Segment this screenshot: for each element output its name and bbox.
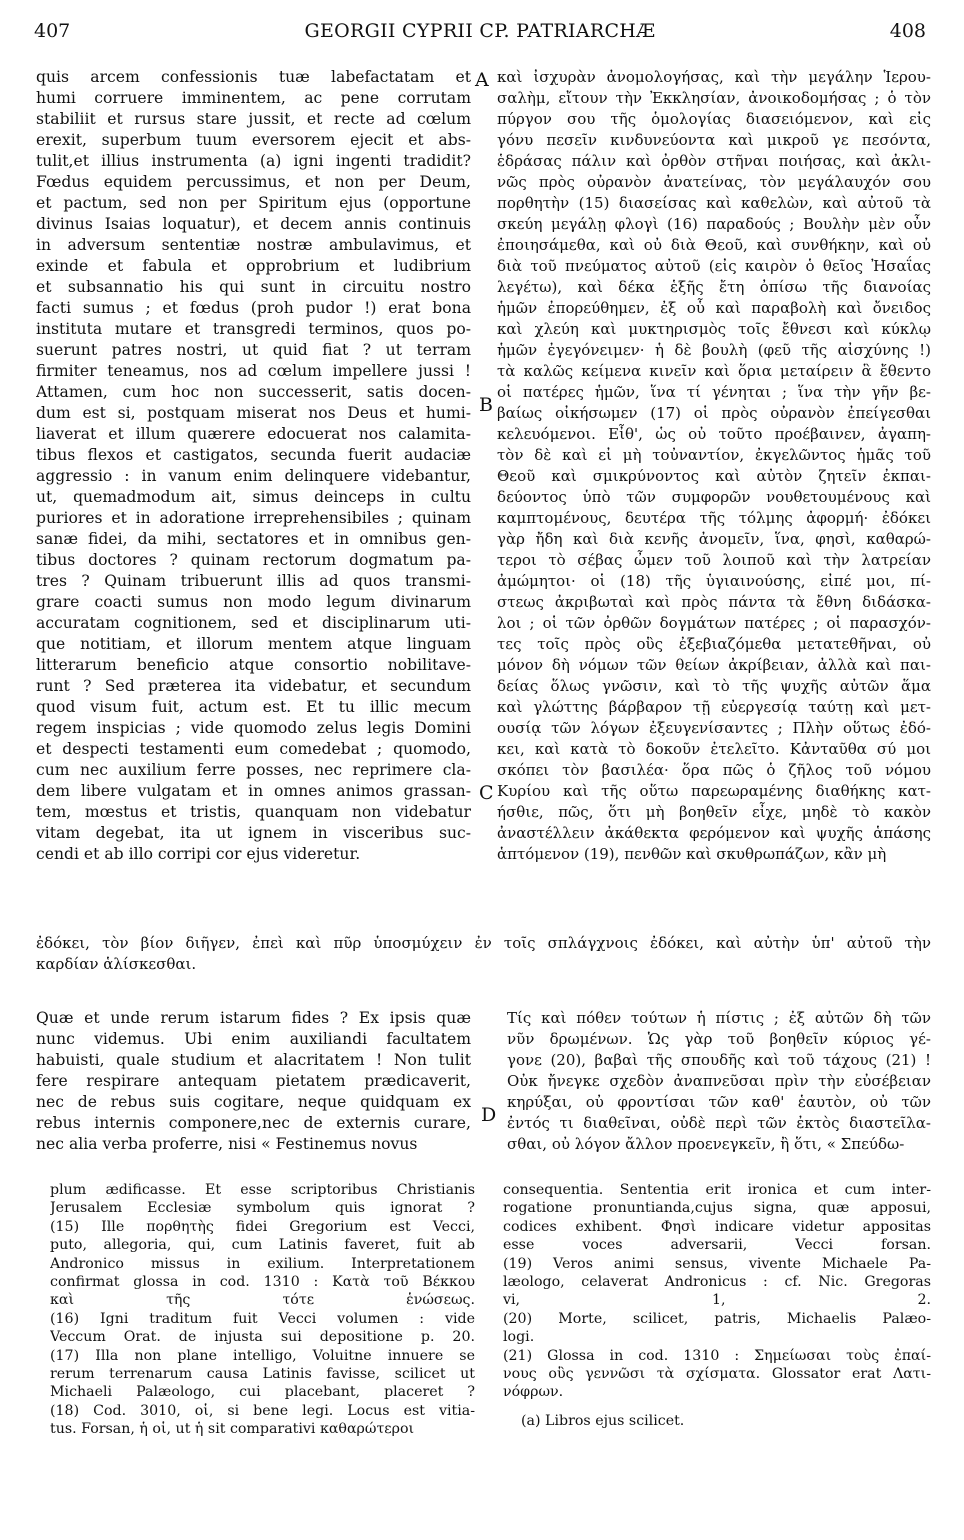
greek-text-line: πύργον σου τῆς ὁμολογίας διασειόμενον, καὶ εἰς — [497, 110, 931, 128]
footnote-line: καὶ τῆς τότε ἑνώσεως. — [50, 1292, 475, 1309]
footnote-line: νους οὓς γεννῶσι τὰ σχίσματα. Glossator erat Λατι- — [503, 1365, 931, 1382]
greek-spanning-text — [36, 933, 931, 975]
footnotes-left — [50, 1181, 475, 1438]
greek-text-line: πορθητὴν (15) διασείσας καὶ καθελὼν, καὶ αὐτοῦ τὰ — [497, 194, 931, 212]
footnote-line: (17) Illa non plane intelligo, Voluitne innuere se — [50, 1347, 475, 1364]
latin-text-line: nec alia verba proferre, nisi « Festinemus novus — [36, 1135, 418, 1153]
latin-text-line: suerunt patres nostri, ut quid fiat ? ut terram — [36, 341, 471, 359]
greek-text-line: βαίως οἰκήσωμεν (17) οἱ πρὸς οὐρανὸν ἐπείγεσθαι — [497, 404, 931, 422]
footnote-line: vi, 1, 2. — [503, 1292, 931, 1309]
greek-text-line: ήσθιε, πῶς, ὅτι μὴ βοηθεῖν εἶχε, μηδὲ τὸ κακὸν — [497, 803, 931, 821]
latin-text-line: quis arcem confessionis tuæ labefactatam et — [36, 68, 471, 86]
greek-text-line: σαλὴμ, εἴτουν τὴν Ἐκκλησίαν, ἀνοικοδομήσας ; ὁ τὸν — [497, 89, 931, 107]
footnote-line: puto, allegoria, qui, cum Latinis faveret, fuit ab — [50, 1237, 475, 1254]
latin-text-line: sanæ fidei, da mihi, sectatores et in omnibus gen- — [36, 530, 471, 548]
latin-text-line: aggressio : in vanum enim delinquere videbantur, — [36, 467, 471, 485]
latin-text-line: et despecti testamenti eum comedebat ; quomodo, — [36, 740, 471, 758]
footnote-line: (21) Glossa in cod. 1310 : Σημείωσαι τοὺς ἐπαί- — [503, 1347, 931, 1364]
greek-text-line: στεως ἀκριβωταὶ καὶ πρὸς πάντα τὰ ἔθνη διδάσκα- — [497, 593, 931, 611]
margin-letter-d: D — [481, 1104, 497, 1126]
latin-text-line: regem inspicias ; vide quomodo zelus legis Domini — [36, 719, 471, 737]
latin-text-line: instituta mutare et transgredi terminos, quos po- — [36, 320, 471, 338]
greek-text-line: διὰ τοῦ πνεύματος αὐτοῦ (εἰς καιρὸν ὁ θεῖος Ἠσαΐας — [497, 257, 931, 275]
greek-text-line: Τίς καὶ πόθεν τούτων ἡ πίστις ; ἐξ αὐτῶν δὴ τῶν — [507, 1009, 931, 1027]
footnote-gap — [503, 1402, 931, 1412]
greek-column-main — [497, 67, 931, 865]
greek-text-line: ουσίᾳ τῶν λόγων ἐξευγενίσαντες ; Πλὴν οὕτως ἐδό- — [497, 719, 931, 737]
greek-text-line: γονε (20), βαβαὶ τῆς σπουδῆς καὶ τοῦ τάχους (21) ! — [507, 1051, 931, 1069]
footnote-line: Michaeli Palæologo, cui placebant, placeret ? — [50, 1384, 475, 1401]
greek-text-line: μόνον δὴ νόμων τῶν θείων ἀκρίβειαν, ἀλλὰ καὶ παι- — [497, 656, 931, 674]
footnote-line: rogatione pronuntianda,cujus signa, quæ apposui, — [503, 1200, 931, 1217]
latin-text-line: stabiliit et rursus stare jussit, et recte ad cœlum — [36, 110, 471, 128]
margin-letter-b: B — [479, 394, 493, 416]
latin-text-line: et subsannatio his qui sunt in circuitu nostro — [36, 278, 471, 296]
footnote-line: esse voces adversarii, Vecci forsan. — [503, 1237, 931, 1254]
greek-text-line: κηρύξαι, οὐ φροντίσαι τῶν καθ' ἑαυτὸν, οὐ τῶν — [507, 1093, 931, 1111]
latin-text-line: tulit,et illius instrumenta (a) igni ingenti tradidit? — [36, 152, 471, 170]
footnote-line: (19) Veros animi sensus, vivente Michaele Pa- — [503, 1255, 931, 1272]
greek-text-line: οἱ πατέρες ἡμῶν, ἵνα τί γένηται ; ἵνα τὴν γῆν βε- — [497, 383, 931, 401]
greek-text-line: τὸν δὲ καὶ εἰ μὴ τοὐναντίον, ἐκγελῶντος ἡμᾶς τοῦ — [497, 446, 931, 464]
greek-text-line: ἐποιησάμεθα, καὶ οὐ διὰ Θεοῦ, καὶ συνθήκην, καὶ οὐ — [497, 236, 931, 254]
greek-text-line: τὰ καλῶς κείμενα κινεῖν καὶ ὅρια μεταίρειν ἃ ἔθεντο — [497, 362, 931, 380]
greek-text-line: δείας ὅλως γνῶσιν, καὶ τὸ τῆς ψυχῆς αὐτῶν ἅμα — [497, 677, 931, 695]
greek-text-line: καμπτομένους, δευτέρα τῆς τόλμης ἀφορμή· ἐδόκει — [497, 509, 931, 527]
greek-text-line: τες τοῖς πρὸς οὓς ἐξεβιαζόμεθα μετατεθῆναι, οὐ — [497, 635, 931, 653]
greek-text-line: δεύοντος ὑπὸ τῶν συμφορῶν νουθετουμένους καὶ — [497, 488, 931, 506]
running-title: GEORGII CYPRII CP. PATRIARCHÆ — [304, 20, 656, 42]
footnote-line: rerum terrenarum causa Latinis favisse, scilicet ut — [50, 1365, 475, 1382]
footnote-line: consequentia. Sententia erit ironica et cum inter- — [503, 1182, 931, 1198]
latin-text-line: Attamen, cum hoc non successerit, satis docen- — [36, 383, 471, 401]
latin-text-line: nec de rebus suis cogitare, neque quidquam ex — [36, 1093, 471, 1111]
latin-text-line: accuratam cognitionem, sed et disciplinarum uti- — [36, 614, 471, 632]
latin-text-line: cum nec auxilium ferre posses, nec reprimere cla- — [36, 761, 471, 779]
footnote-line: Veccum Orat. de injusta sui depositione p. 20. — [50, 1329, 475, 1346]
latin-text-line: vitam degebat, ita ut ignem in visceribus suc- — [36, 824, 471, 842]
footnote-line: confirmat glossa in cod. 1310 : Κατὰ τοῦ Βέκκου — [50, 1273, 475, 1290]
latin-text-line: exinde et fabula et opprobrium et ludibrium — [36, 257, 471, 275]
greek-text-line: Οὐκ ἤνεγκε σχεδὸν ἀναπνεῦσαι πρὶν τὴν εὐσέβειαν — [507, 1072, 931, 1090]
greek-column-second — [507, 1008, 931, 1155]
latin-text-line: tibus flexos et castigatos, secunda fuerit audaciæ — [36, 446, 471, 464]
margin-letter-a: A — [475, 69, 489, 91]
footnote-line: (20) Morte, scilicet, patris, Michaelis Palæo- — [503, 1310, 931, 1327]
greek-text-line: σκεύη μεγάλῃ φλογὶ (16) παραδούς ; Βουλὴν μὲν οὖν — [497, 215, 931, 233]
latin-text-line: liaverat et illum quærere edocuerat nos calamita- — [36, 425, 471, 443]
latin-text-line: litterarum beneficio atque consortio nobilitave- — [36, 656, 471, 674]
greek-text-line: καὶ χλεύη καὶ μυκτηρισμὸς τοῖς ἔθνεσι καὶ κύκλῳ — [497, 320, 931, 338]
greek-text-line: Κυρίου καὶ τῆς οὕτω παρεωραμένης διαθήκης κατ- — [497, 782, 931, 800]
latin-text-line: in adversum sententiæ nostræ ambulavimus, et — [36, 236, 471, 254]
greek-text-line: ἀναστέλλειν ἀκάθεκτα φερόμενον καὶ ψυχῆς ἁπάσης — [497, 824, 931, 842]
greek-text-line: τεροι τὸ σέβας ὦμεν τοῦ λοιποῦ καὶ τὴν λατρείαν — [497, 551, 931, 569]
latin-text-line: ut, quemadmodum ait, simus deinceps in cultu — [36, 488, 471, 506]
latin-column-main — [36, 67, 471, 865]
greek-text-line: ἁπτόμενον (19), πενθῶν καὶ σκυθρωπάζων, κἂν μὴ — [497, 845, 887, 863]
footnote-line: Andronico missus in exilium. Interpretationem — [50, 1255, 475, 1272]
greek-text-line: γόνυ πεσεῖν κινδυνεύοντα καὶ μικροῦ γε πεσόντα, — [497, 131, 931, 149]
latin-text-line: rebus internis componere,nec de externis curare, — [36, 1114, 471, 1132]
latin-text-line: tres ? Quinam tribuerunt illis ad quos transmi- — [36, 572, 471, 590]
margin-letter-c: C — [479, 782, 494, 804]
footnote-line: plum ædificasse. Et esse scriptoribus Christianis — [50, 1182, 475, 1198]
footnote-a: (a) Libros ejus scilicet. — [521, 1412, 685, 1429]
latin-text-line: nunc videmus. Ubi enim auxiliandi facultatem — [36, 1030, 471, 1048]
greek-text-line: ἑδράσας πάλιν καὶ ὀρθὸν στῆναι ποιήσας, καὶ ἀκλι- — [497, 152, 931, 170]
greek-text-line: καὶ γλώττης βάρβαρον τῇ εὐεργεσίᾳ ταύτῃ καὶ μετ- — [497, 698, 931, 716]
greek-text-line: νῶς πρὸς οὐρανὸν ἀνατείνας, τὸν μεγάλαυχόν σου — [497, 173, 931, 191]
greek-text-line: γὰρ ἤδη καὶ διὰ κενῆς ἀνομεῖν, ἵνα, φησὶ, καθαρώ- — [497, 530, 931, 548]
latin-text-line: dum est si, postquam miserat nos Deus et humi- — [36, 404, 471, 422]
latin-text-line: fere respirare antequam pietatem prædicaverit, — [36, 1072, 471, 1090]
latin-text-line: cendi et ab illo corripi cor ejus videretur. — [36, 845, 361, 863]
latin-text-line: dem libere vulgatam et in omnes animos grassan- — [36, 782, 471, 800]
latin-text-line: que notitiam, et illorum mentem atque linguam — [36, 635, 471, 653]
latin-text-line: humi corruere imminentem, ac pene corrutam — [36, 89, 471, 107]
greek-text-line: σκόπει τὸν βασιλέα· ὅρα πῶς ὁ ζῆλος τοῦ νόμου — [497, 761, 931, 779]
latin-text-line: quod visum fuit, actum est. Et tu illic mecum — [36, 698, 471, 716]
latin-text-line: et pactum, sed non per Spiritum ejus (opportune — [36, 194, 471, 212]
page-header — [34, 20, 926, 50]
greek-text-line: καρδίαν ἁλίσκεσθαι. — [36, 955, 197, 973]
footnote-line: νόφρων. — [503, 1384, 564, 1401]
greek-text-line: καὶ ἰσχυρὰν ἀνομολογήσας, καὶ τὴν μεγάλην Ἱερου- — [497, 68, 931, 86]
footnote-line: logi. — [503, 1329, 535, 1346]
greek-text-line: νῦν δρωμένων. Ὡς γὰρ τοῦ βοηθεῖν κύριος γέ- — [507, 1030, 931, 1048]
latin-text-line: firmiter teneamus, nos ad cœlum impellere jussi ! — [36, 362, 471, 380]
footnote-line: tus. Forsan, ἡ οἱ, ut ἡ sit comparativi καθαρώτεροι — [50, 1421, 415, 1438]
latin-text-line: Quæ et unde rerum istarum fides ? Ex ipsis quæ — [36, 1009, 471, 1027]
greek-text-line: σθαι, οὐ λόγον ἄλλον προενεγκεῖν, ἢ ὅτι, « Σπεύδω- — [507, 1135, 905, 1153]
footnote-line: Jerusalem Ecclesiæ symbolum quis ignorat ? — [50, 1200, 475, 1217]
footnote-line: codices exhibent. Φησὶ indicare videtur appositas — [503, 1218, 931, 1235]
latin-text-line: runt ? Sed præterea ita videbatur, et secundum — [36, 677, 471, 695]
greek-text-line: Θεοῦ καὶ σμικρύνοντος καὶ αὐτὸν ζητεῖν ἐκπαι- — [497, 467, 931, 485]
latin-text-line: puriores et in adoratione irreprehensibiles ; quinam — [36, 509, 471, 527]
latin-text-line: grare coacti sumus non modo legum divinarum — [36, 593, 471, 611]
greek-text-line: κελευόμενοι. Εἶθ', ὡς οὐ τοῦτο προέβαινεν, ἀγαπη- — [497, 425, 931, 443]
greek-text-line: ἀμώμητοι· οἱ (18) τῆς ὑγιαινούσης, εἰπέ μοι, πί- — [497, 572, 931, 590]
footnote-line: (16) Igni traditum fuit Vecci volumen : vide — [50, 1310, 475, 1327]
footnote-line: (18) Cod. 3010, οἱ, si bene legi. Locus est vitia- — [50, 1402, 475, 1419]
latin-text-line: divinus Isaias loquatur), et decem annis continuis — [36, 215, 471, 233]
left-page-number: 407 — [34, 20, 71, 42]
footnote-line: (15) Ille πορθητὴς fidei Gregorium est Vecci, — [50, 1218, 475, 1235]
greek-text-line: κει, καὶ κατὰ τὸ δοκοῦν ἐτελεῖτο. Κἀνταῦθα σύ μοι — [497, 740, 931, 758]
greek-text-line: λεγέτω), καὶ δέκα ἑξῆς ἔτη ὀπίσω τῆς διανοίας — [497, 278, 931, 296]
greek-text-line: ἡμῶν ἐγεγόνειμεν· ἡ δὲ βουλὴ (φεῦ τῆς αἰσχύνης !) — [497, 341, 931, 359]
latin-text-line: facti sumus ; et fœdus (proh pudor !) erat bona — [36, 299, 471, 317]
greek-text-line: ἐντός τι διαθεῖναι, οὐδὲ περὶ τῶν ἐκτὸς διαστεῖλα- — [507, 1114, 931, 1132]
latin-text-line: habuisti, quale studium et alacritatem ! Non tulit — [36, 1051, 471, 1069]
footnote-line: læologo, celaverat Andronicus : cf. Nic. Gregoras — [503, 1273, 931, 1290]
latin-text-line: tem, mœstus et tristis, quanquam non videbatur — [36, 803, 471, 821]
footnotes-right — [503, 1181, 931, 1430]
greek-text-line: λοι ; οἱ τῶν ὀρθῶν δογμάτων πατέρες ; οἱ παρασχόν- — [497, 614, 931, 632]
latin-text-line: erexit, superbum tuum eversorem ejecit et abs- — [36, 131, 471, 149]
greek-text-line: ἐδόκει, τὸν βίον διῆγεν, ἐπεὶ καὶ πῦρ ὑποσμύχειν ἐν τοῖς σπλάγχνοις ἐδόκει, καὶ αὐτὴν ὑπ' αὐτοῦ τὴν — [36, 934, 931, 952]
right-page-number: 408 — [889, 20, 926, 42]
latin-text-line: Fœdus equidem percussimus, et non per Deum, — [36, 173, 471, 191]
latin-text-line: tibus doctores ? quinam rectorum dogmatum pa- — [36, 551, 471, 569]
latin-column-second — [36, 1008, 471, 1155]
greek-text-line: ἡμῶν ἐπορεύθημεν, ἐξ οὗ καὶ παραβολὴ καὶ ὄνειδος — [497, 299, 931, 317]
